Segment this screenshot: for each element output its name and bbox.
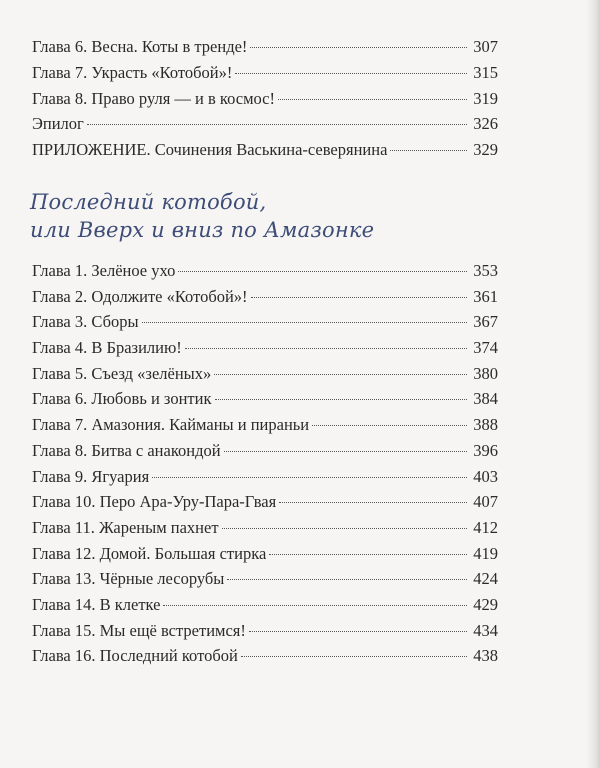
toc-entry-page: 438 bbox=[473, 646, 498, 666]
toc-entry bbox=[32, 566, 498, 592]
toc-entry bbox=[32, 86, 498, 112]
dot-leader bbox=[163, 605, 467, 606]
toc-entry bbox=[32, 60, 498, 86]
toc-entry-title: Глава 6. Весна. Коты в тренде! bbox=[32, 37, 248, 56]
dot-leader bbox=[215, 399, 468, 400]
toc-entry bbox=[32, 438, 498, 464]
toc-list-part2 bbox=[32, 258, 498, 669]
toc-entry-page: 412 bbox=[473, 517, 498, 537]
toc-entry-title: Глава 10. Перо Ара-Уру-Пара-Гвая bbox=[32, 492, 277, 512]
dot-leader bbox=[390, 150, 467, 151]
toc-entry-title: Глава 11. Жареным пахнет bbox=[32, 517, 219, 537]
toc-entry-title: Эпилог bbox=[32, 114, 84, 134]
toc-entry bbox=[32, 34, 498, 60]
toc-entry-page: 429 bbox=[473, 594, 498, 614]
dot-leader bbox=[312, 425, 467, 426]
toc-entry-page: 407 bbox=[473, 492, 498, 512]
toc-entry-page: 329 bbox=[473, 140, 498, 160]
dot-leader bbox=[249, 631, 467, 632]
section-heading-line2: или Вверх и вниз по Амазонке bbox=[30, 218, 375, 242]
toc-entry-page: 361 bbox=[473, 286, 498, 306]
toc-entry bbox=[32, 489, 498, 515]
toc-entry-page: 388 bbox=[473, 415, 498, 435]
dot-leader bbox=[178, 271, 467, 272]
toc-entry bbox=[32, 361, 498, 387]
toc-entry-page: 374 bbox=[473, 338, 498, 358]
toc-entry-page: 403 bbox=[473, 466, 498, 486]
dot-leader bbox=[278, 99, 467, 100]
toc-entry-page: 353 bbox=[473, 261, 498, 280]
toc-entry-title: Глава 6. Любовь и зонтик bbox=[32, 389, 212, 409]
section-heading-line1: Последний котобой, bbox=[30, 190, 267, 214]
toc-entry bbox=[32, 618, 498, 644]
toc-entry-title: Глава 13. Чёрные лесорубы bbox=[32, 569, 225, 589]
toc-list-part1 bbox=[32, 34, 498, 163]
dot-leader bbox=[250, 47, 467, 48]
toc-entry-page: 367 bbox=[473, 312, 498, 332]
toc-entry-title: Глава 1. Зелёное ухо bbox=[32, 261, 176, 280]
dot-leader bbox=[185, 348, 467, 349]
toc-entry bbox=[32, 258, 498, 284]
toc-entry-page: 419 bbox=[473, 543, 498, 563]
dot-leader bbox=[241, 656, 467, 657]
toc-entry bbox=[32, 335, 498, 361]
dot-leader bbox=[152, 477, 467, 478]
toc-entry-page: 384 bbox=[473, 389, 498, 409]
toc-entry-page: 396 bbox=[473, 440, 498, 460]
toc-entry-title: ПРИЛОЖЕНИЕ. Сочинения Васькина-северянина bbox=[32, 140, 388, 160]
dot-leader bbox=[87, 124, 467, 125]
dot-leader bbox=[214, 374, 467, 375]
toc-entry bbox=[32, 284, 498, 310]
dot-leader bbox=[235, 73, 467, 74]
dot-leader bbox=[251, 297, 467, 298]
toc-entry-title: Глава 16. Последний котобой bbox=[32, 646, 238, 666]
dot-leader bbox=[279, 502, 467, 503]
toc-entry-title: Глава 8. Право руля — и в космос! bbox=[32, 88, 276, 108]
toc-entry-title: Глава 15. Мы ещё встретимся! bbox=[32, 620, 246, 640]
toc-entry-title: Глава 4. В Бразилию! bbox=[32, 338, 182, 358]
toc-entry-title: Глава 9. Ягуария bbox=[32, 466, 150, 486]
toc-entry bbox=[32, 515, 498, 541]
dot-leader bbox=[224, 451, 467, 452]
toc-entry-page: 319 bbox=[473, 88, 498, 108]
toc-entry-page: 315 bbox=[473, 62, 498, 82]
toc-entry bbox=[32, 541, 498, 567]
section-heading bbox=[30, 188, 490, 244]
toc-entry-page: 326 bbox=[473, 114, 498, 134]
toc-entry bbox=[32, 137, 498, 163]
toc-entry bbox=[32, 111, 498, 137]
toc-entry-page: 424 bbox=[473, 569, 498, 589]
toc-entry-page: 380 bbox=[473, 363, 498, 383]
toc-entry-title: Глава 2. Одолжите «Котобой»! bbox=[32, 286, 248, 306]
page-edge-shadow bbox=[586, 0, 600, 768]
toc-entry-title: Глава 14. В клетке bbox=[32, 594, 161, 614]
dot-leader bbox=[227, 579, 467, 580]
toc-entry bbox=[32, 412, 498, 438]
toc-entry bbox=[32, 643, 498, 669]
toc-entry bbox=[32, 386, 498, 412]
toc-entry-title: Глава 8. Битва с анакондой bbox=[32, 440, 221, 460]
dot-leader bbox=[222, 528, 467, 529]
toc-entry-page: 434 bbox=[473, 620, 498, 640]
toc-entry-title: Глава 7. Украсть «Котобой»! bbox=[32, 62, 233, 82]
toc-entry bbox=[32, 309, 498, 335]
toc-entry-title: Глава 3. Сборы bbox=[32, 312, 139, 332]
toc-entry bbox=[32, 464, 498, 490]
toc-entry-title: Глава 12. Домой. Большая стирка bbox=[32, 543, 267, 563]
toc-entry-title: Глава 5. Съезд «зелёных» bbox=[32, 363, 212, 383]
toc-entry-title: Глава 7. Амазония. Кайманы и пираньи bbox=[32, 415, 310, 435]
dot-leader bbox=[269, 554, 467, 555]
toc-entry-page: 307 bbox=[473, 37, 498, 56]
toc-entry bbox=[32, 592, 498, 618]
dot-leader bbox=[142, 322, 467, 323]
